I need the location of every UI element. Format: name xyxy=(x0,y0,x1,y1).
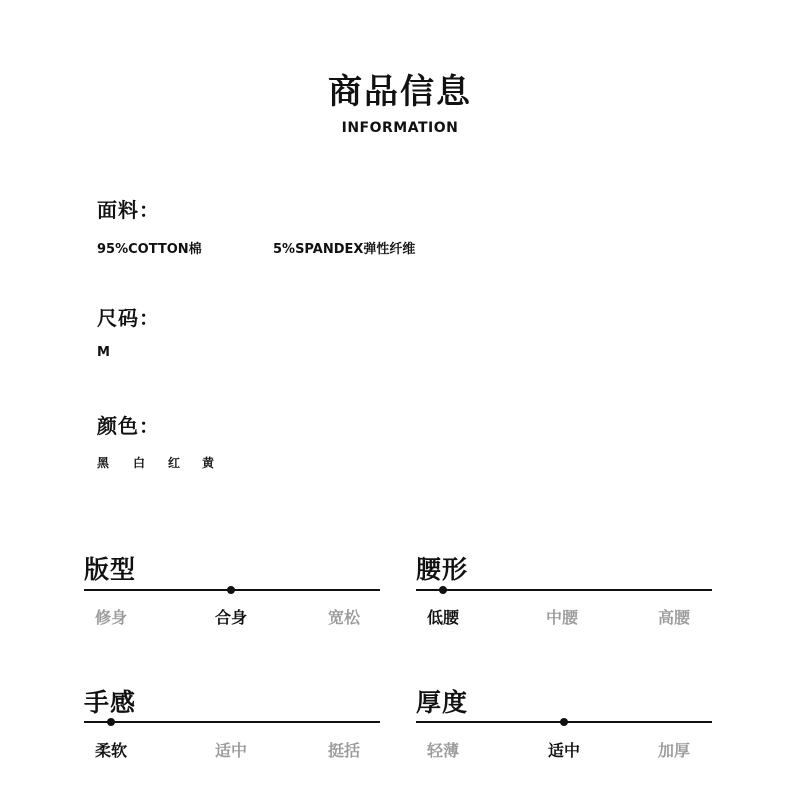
fit-scale-marker xyxy=(227,586,235,594)
color-option-yellow: 黄 xyxy=(202,456,215,470)
fabric-composition-2: 5%SPANDEX弹性纤维 xyxy=(273,242,416,257)
color-option-white: 白 xyxy=(133,456,146,470)
waist-scale-track xyxy=(416,589,712,591)
size-label: 尺码： xyxy=(97,306,160,330)
fit-option-slim: 修身 xyxy=(95,608,128,627)
fit-scale-title: 版型 xyxy=(84,555,137,584)
thickness-option-thick: 加厚 xyxy=(658,741,691,760)
fabric-label: 面料： xyxy=(97,198,160,222)
thickness-option-medium: 适中 xyxy=(548,741,581,760)
waist-option-mid: 中腰 xyxy=(546,608,579,627)
color-option-red: 红 xyxy=(168,456,181,470)
page-subtitle: INFORMATION xyxy=(341,120,459,136)
waist-scale-marker xyxy=(439,586,447,594)
size-value: M xyxy=(97,345,110,360)
thickness-scale-title: 厚度 xyxy=(416,688,469,717)
color-option-black: 黑 xyxy=(97,456,110,470)
feel-option-soft: 柔软 xyxy=(95,741,128,760)
feel-scale-title: 手感 xyxy=(84,688,137,717)
waist-scale-title: 腰形 xyxy=(416,555,469,584)
thickness-option-thin: 轻薄 xyxy=(427,741,460,760)
feel-option-medium: 适中 xyxy=(215,741,248,760)
fit-option-regular: 合身 xyxy=(215,608,248,627)
thickness-scale-marker xyxy=(560,718,568,726)
feel-scale-track xyxy=(84,721,380,723)
page-title: 商品信息 xyxy=(328,72,472,112)
fabric-composition-1: 95%COTTON棉 xyxy=(97,242,202,257)
waist-option-high: 高腰 xyxy=(658,608,691,627)
waist-option-low: 低腰 xyxy=(427,608,460,627)
fit-option-loose: 宽松 xyxy=(328,608,361,627)
feel-scale-marker xyxy=(107,718,115,726)
feel-option-stiff: 挺括 xyxy=(328,741,361,760)
color-label: 颜色： xyxy=(97,414,160,438)
